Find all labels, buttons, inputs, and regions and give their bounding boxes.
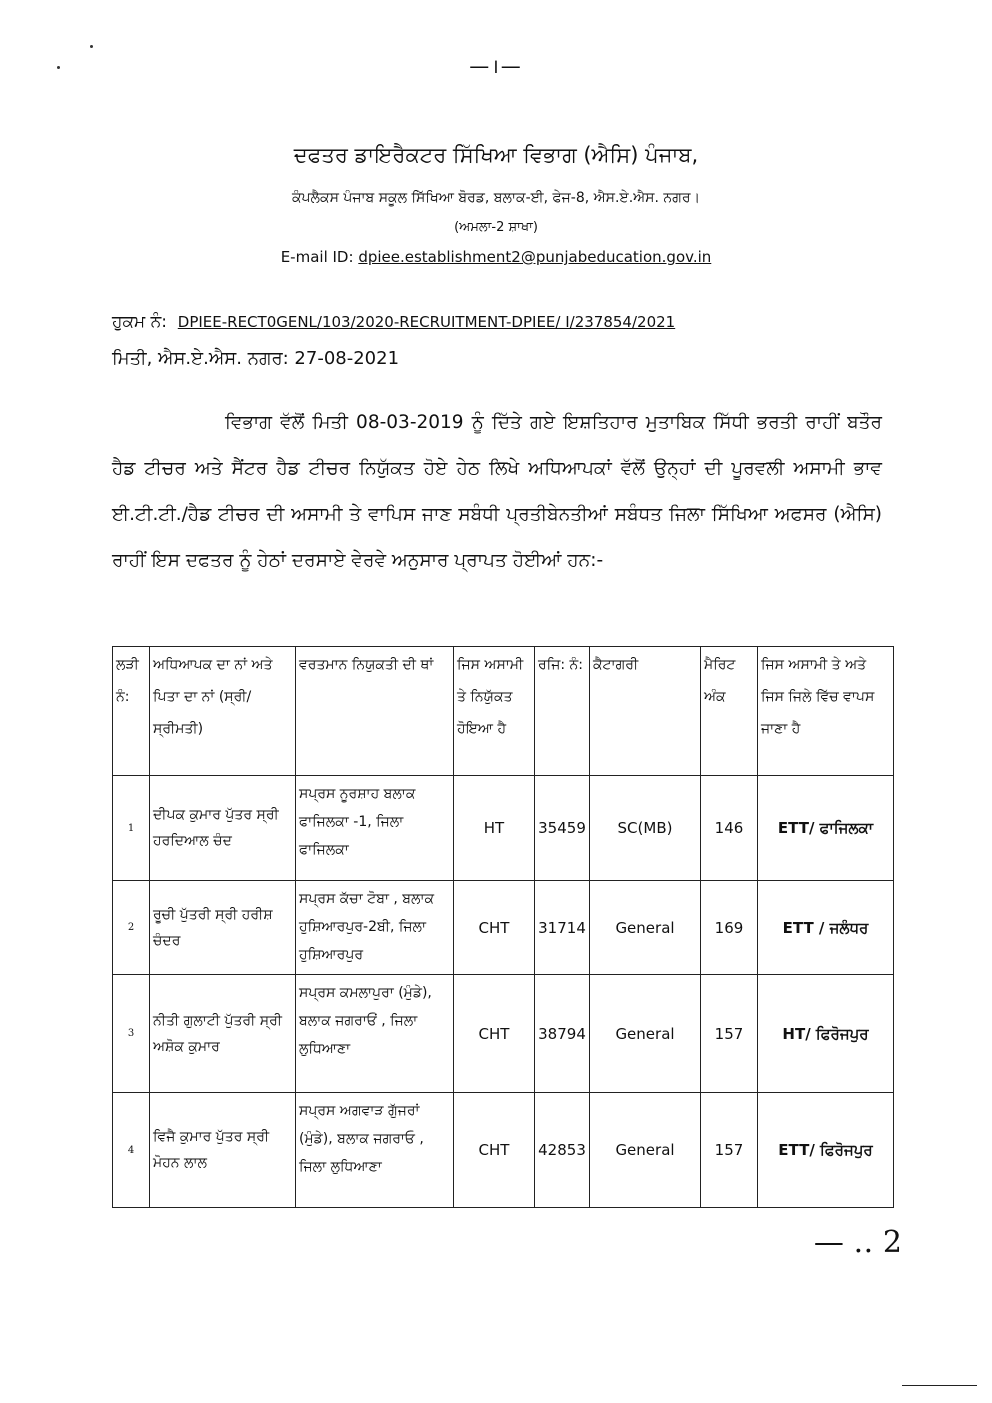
header-name: ਅਧਿਆਪਕ ਦਾ ਨਾਂ ਅਤੇ ਪਿਤਾ ਦਾ ਨਾਂ (ਸ੍ਰੀ/ਸ੍ਰੀਮਤੀ): [150, 647, 296, 776]
cell-sr: 2: [113, 881, 150, 975]
office-title: ਦਫਤਰ ਡਾਇਰੈਕਟਰ ਸਿੱਖਿਆ ਵਿਭਾਗ (ਐਸਿ) ਪੰਜਾਬ,: [293, 143, 699, 167]
next-page-mark: — ‥ 2: [813, 1225, 902, 1260]
office-address: ਕੰਪਲੈਕਸ ਪੰਜਾਬ ਸਕੂਲ ਸਿੱਖਿਆ ਬੋਰਡ, ਬਲਾਕ-ਈ, ਫੇਜ-8, ਐਸ.ਏ.ਐਸ. ਨਗਰ।: [291, 190, 701, 206]
cell-reg-no: 35459: [535, 776, 590, 881]
cell-category: General: [590, 1093, 701, 1208]
table-row: [113, 776, 894, 881]
cell-sr: 4: [113, 1093, 150, 1208]
body-paragraph: ਵਿਭਾਗ ਵੱਲੋਂ ਮਿਤੀ 08-03-2019 ਨੂੰ ਦਿੱਤੇ ਗਏ ਇਸ਼ਤਿਹਾਰ ਮੁਤਾਬਿਕ ਸਿੱਧੀ ਭਰਤੀ ਰਾਹੀਂ ਬਤੌਰ ਹੈਡ ਟੀਚਰ ਅਤੇ ਸੈਂਟਰ ਹੈਡ ਟੀਚਰ ਨਿਯੁੱਕਤ ਹੋਏ ਹੇਠ ਲਿਖੇ ਅਧਿਆਪਕਾਂ ਵੱਲੋਂ ਉਨ੍ਹਾਂ ਦੀ ਪੂਰਵਲੀ ਅਸਾਮੀ ਭਾਵ ਈ.ਟੀ.ਟੀ./ਹੈਡ ਟੀਚਰ ਦੀ ਅਸਾਮੀ ਤੇ ਵਾਪਿਸ ਜਾਣ ਸਬੰਧੀ ਪ੍ਰਤੀਬੇਨਤੀਆਂ ਸਬੰਧਤ ਜਿਲਾ ਸਿੱਖਿਆ ਅਫਸਰ (ਐਸਿ) ਰਾਹੀਂ ਇਸ ਦਫਤਰ ਨੂੰ ਹੇਠਾਂ ਦਰਸਾਏ ਵੇਰਵੇ ਅਨੁਸਾਰ ਪ੍ਰਾਪਤ ਹੋਈਆਂ ਹਨ:-: [112, 412, 882, 571]
office-branch: (ਅਮਲਾ-2 ਸ਼ਾਖਾ): [454, 220, 538, 235]
order-date-line: ਮਿਤੀ, ਐਸ.ਏ.ਐਸ. ਨਗਰ: 27-08-2021: [112, 348, 400, 369]
cell-place: ਸਪ੍ਰਸ ਨੂਰਸ਼ਾਹ ਬਲਾਕ ਫਾਜਿਲਕਾ -1, ਜਿਲਾ ਫਾਜਿਲਕਾ: [296, 776, 454, 881]
order-number-line: [112, 312, 675, 332]
cell-reg-no: 38794: [535, 975, 590, 1093]
cell-post: CHT: [454, 881, 535, 975]
cell-return-to: HT/ ਫਿਰੋਜਪੁਰ: [758, 975, 894, 1093]
page-number: —।—: [469, 54, 523, 78]
header-category: ਕੈਟਾਗਰੀ: [590, 647, 701, 776]
header-return-to: ਜਿਸ ਅਸਾਮੀ ਤੇ ਅਤੇ ਜਿਸ ਜਿਲੇ ਵਿੱਚ ਵਾਪਸ ਜਾਣਾ ਹੈ: [758, 647, 894, 776]
header-sr: ਲੜੀ ਨੰ:: [113, 647, 150, 776]
table-header-row: [113, 647, 894, 776]
table-row: [113, 975, 894, 1093]
cell-post: CHT: [454, 1093, 535, 1208]
email-label: E-mail ID:: [280, 248, 354, 266]
cell-return-to: ETT/ ਫਿਰੋਜਪੁਰ: [758, 1093, 894, 1208]
bottom-divider: [902, 1385, 977, 1386]
scan-speck: [90, 45, 93, 48]
cell-name: ਰੂਚੀ ਪੁੱਤਰੀ ਸ੍ਰੀ ਹਰੀਸ਼ ਚੰਦਰ: [150, 881, 296, 975]
header-post: ਜਿਸ ਅਸਾਮੀ ਤੇ ਨਿਯੁੱਕਤ ਹੋਇਆ ਹੈ: [454, 647, 535, 776]
cell-sr: 1: [113, 776, 150, 881]
cell-merit: 169: [701, 881, 758, 975]
cell-merit: 157: [701, 975, 758, 1093]
cell-post: CHT: [454, 975, 535, 1093]
cell-return-to: ETT/ ਫਾਜਿਲਕਾ: [758, 776, 894, 881]
email-link[interactable]: dpiee.establishment2@punjabeducation.gov.in: [358, 248, 712, 266]
cell-merit: 157: [701, 1093, 758, 1208]
cell-place: ਸਪ੍ਰਸ ਕਮਲਾਪੁਰਾ (ਮੁੰਡੇ), ਬਲਾਕ ਜਗਰਾਓਂ , ਜਿਲਾ ਲੁਧਿਆਣਾ: [296, 975, 454, 1093]
cell-place: ਸਪ੍ਰਸ ਅਗਵਾੜ ਗੁੱਜਰਾਂ (ਮੁੰਡੇ), ਬਲਾਕ ਜਗਰਾਓ , ਜਿਲਾ ਲੁਧਿਆਣਾ: [296, 1093, 454, 1208]
cell-merit: 146: [701, 776, 758, 881]
cell-reg-no: 31714: [535, 881, 590, 975]
header-place: ਵਰਤਮਾਨ ਨਿਯੁਕਤੀ ਦੀ ਥਾਂ: [296, 647, 454, 776]
table-row: [113, 1093, 894, 1208]
cell-place: ਸਪ੍ਰਸ ਕੱਚਾ ਟੋਬਾ , ਬਲਾਕ ਹੁਸ਼ਿਆਰਪੁਰ-2ਬੀ, ਜਿਲਾ ਹੁਸ਼ਿਆਰਪੁਰ: [296, 881, 454, 975]
cell-return-to: ETT / ਜਲੰਧਰ: [758, 881, 894, 975]
order-label: ਹੁਕਮ ਨੰ:: [112, 312, 167, 332]
cell-category: General: [590, 881, 701, 975]
header-reg-no: ਰਜਿ: ਨੰ:: [535, 647, 590, 776]
table-row: [113, 881, 894, 975]
cell-category: General: [590, 975, 701, 1093]
cell-name: ਵਿਜੈ ਕੁਮਾਰ ਪੁੱਤਰ ਸ੍ਰੀ ਮੋਹਨ ਲਾਲ: [150, 1093, 296, 1208]
cell-category: SC(MB): [590, 776, 701, 881]
cell-name: ਨੀਤੀ ਗੁਲਾਟੀ ਪੁੱਤਰੀ ਸ੍ਰੀ ਅਸ਼ੋਕ ਕੁਮਾਰ: [150, 975, 296, 1093]
cell-reg-no: 42853: [535, 1093, 590, 1208]
cell-sr: 3: [113, 975, 150, 1093]
teachers-table: [112, 646, 894, 1208]
cell-name: ਦੀਪਕ ਕੁਮਾਰ ਪੁੱਤਰ ਸ੍ਰੀ ਹਰਦਿਆਲ ਚੰਦ: [150, 776, 296, 881]
cell-post: HT: [454, 776, 535, 881]
order-number: DPIEE-RECT0GENL/103/2020-RECRUITMENT-DPIEE/ I/237854/2021: [177, 313, 676, 331]
header-merit: ਮੈਰਿਟ ਅੰਕ: [701, 647, 758, 776]
office-email-line: [0, 248, 992, 266]
scan-speck: [57, 66, 60, 69]
